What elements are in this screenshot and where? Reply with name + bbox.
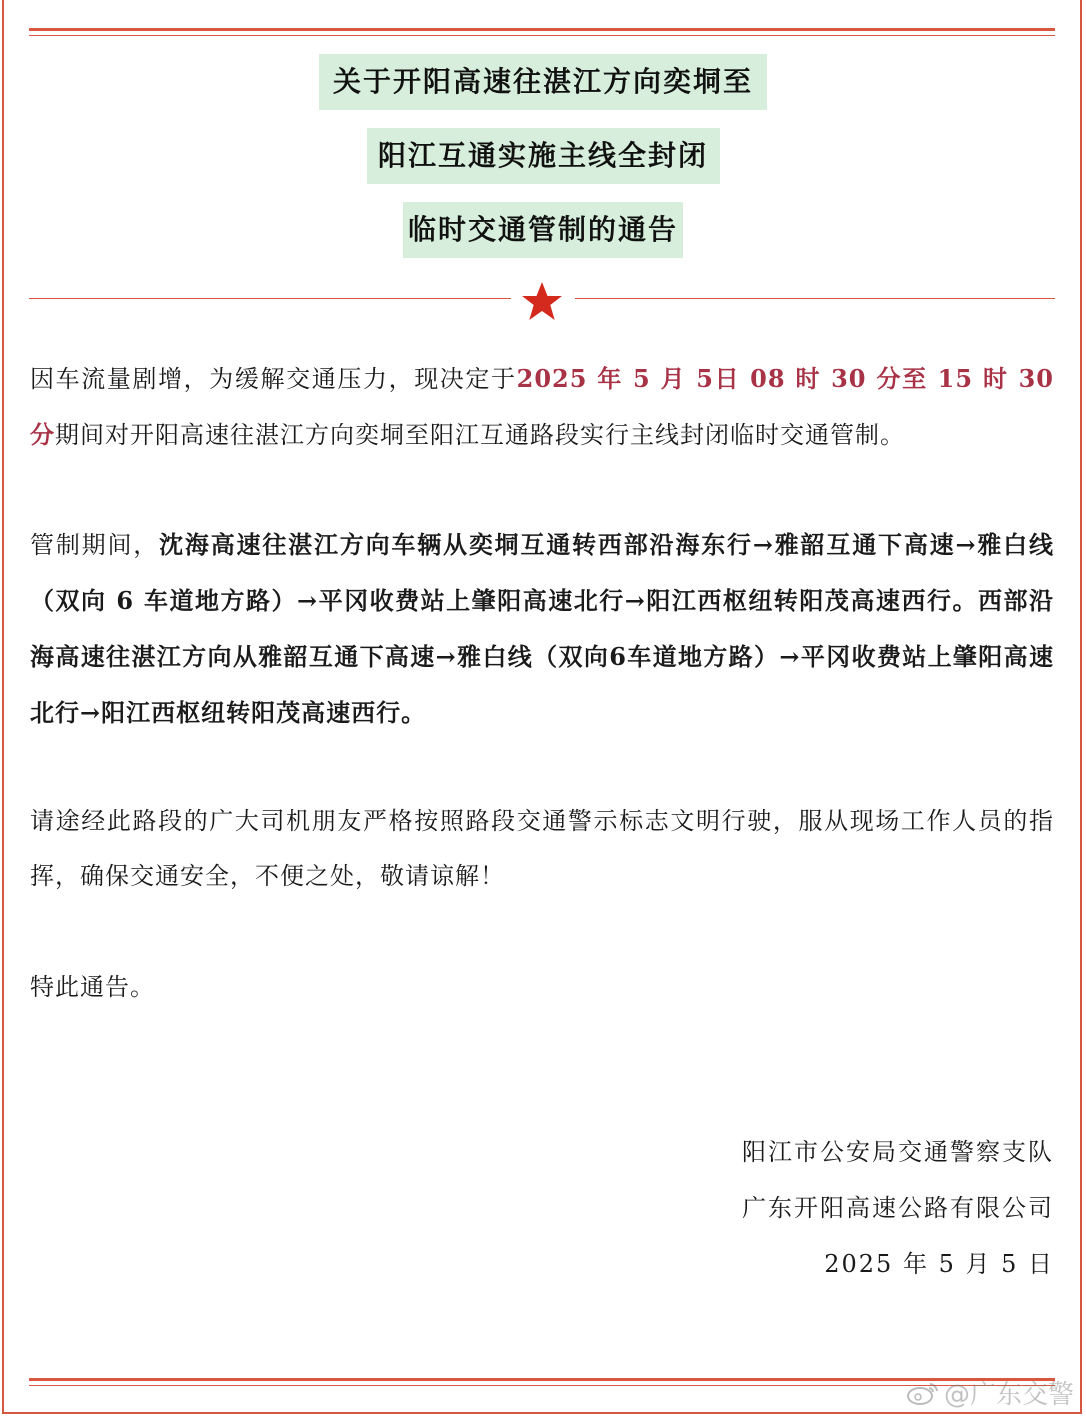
closure-time-highlight: 2025 年 5 月 5日 08 时 30 分至 15 时 30 分 — [30, 364, 1055, 449]
watermark-text: @广东交警 — [943, 1380, 1074, 1410]
p2-lead-text: 管制期间， — [30, 531, 160, 559]
paragraph-advice: 请途经此路段的广大司机朋友严格按照路段交通警示标志文明行驶，服从现场工作人员的指挥，确保交通安全，不便之处，敬请谅解！ — [30, 807, 1054, 890]
title-line-2 — [0, 128, 1086, 184]
paragraph-closing: 特此通告。 — [30, 973, 155, 1001]
paragraph-detour — [30, 517, 1054, 741]
weibo-icon — [906, 1380, 940, 1406]
divider-line-right — [575, 298, 1055, 299]
detour-route-text: 沈海高速往湛江方向车辆从奕垌互通转西部沿海东行→雅韶互通下高速→雅白线（双向 6 车道地方路）→平冈收费站上肇阳高速北行→阳江西枢纽转阳茂高速西行。西部沿海高速往湛江方向从雅韶互通下高速→雅白线（双向6车道地方路）→平冈收费站上肇阳高速北行→阳江西枢纽转阳茂高速西行。 — [30, 530, 1055, 727]
weibo-watermark — [906, 1374, 1074, 1411]
title-line-3 — [0, 202, 1086, 258]
p1-rest-text: 期间对开阳高速往湛江方向奕垌至阳江互通路段实行主线封闭临时交通管制。 — [55, 421, 905, 449]
paragraph-closure-time — [30, 351, 1054, 463]
star-icon — [517, 280, 567, 322]
title-text-2: 阳江互通实施主线全封闭 — [367, 128, 720, 184]
signature-org-police: 阳江市公安局交通警察支队 — [742, 1138, 1054, 1166]
top-double-rule — [29, 28, 1055, 36]
divider-line-left — [29, 298, 511, 299]
signature-org-company: 广东开阳高速公路有限公司 — [742, 1194, 1054, 1222]
title-line-1 — [0, 54, 1086, 110]
bottom-double-rule — [29, 1378, 1055, 1386]
title-text-3: 临时交通管制的通告 — [403, 202, 683, 258]
signature-date: 2025 年 5 月 5 日 — [824, 1250, 1054, 1278]
star-divider — [29, 280, 1055, 320]
title-text-1: 关于开阳高速往湛江方向奕垌至 — [319, 54, 767, 110]
p1-lead-text: 因车流量剧增，为缓解交通压力，现决定于 — [30, 365, 517, 393]
